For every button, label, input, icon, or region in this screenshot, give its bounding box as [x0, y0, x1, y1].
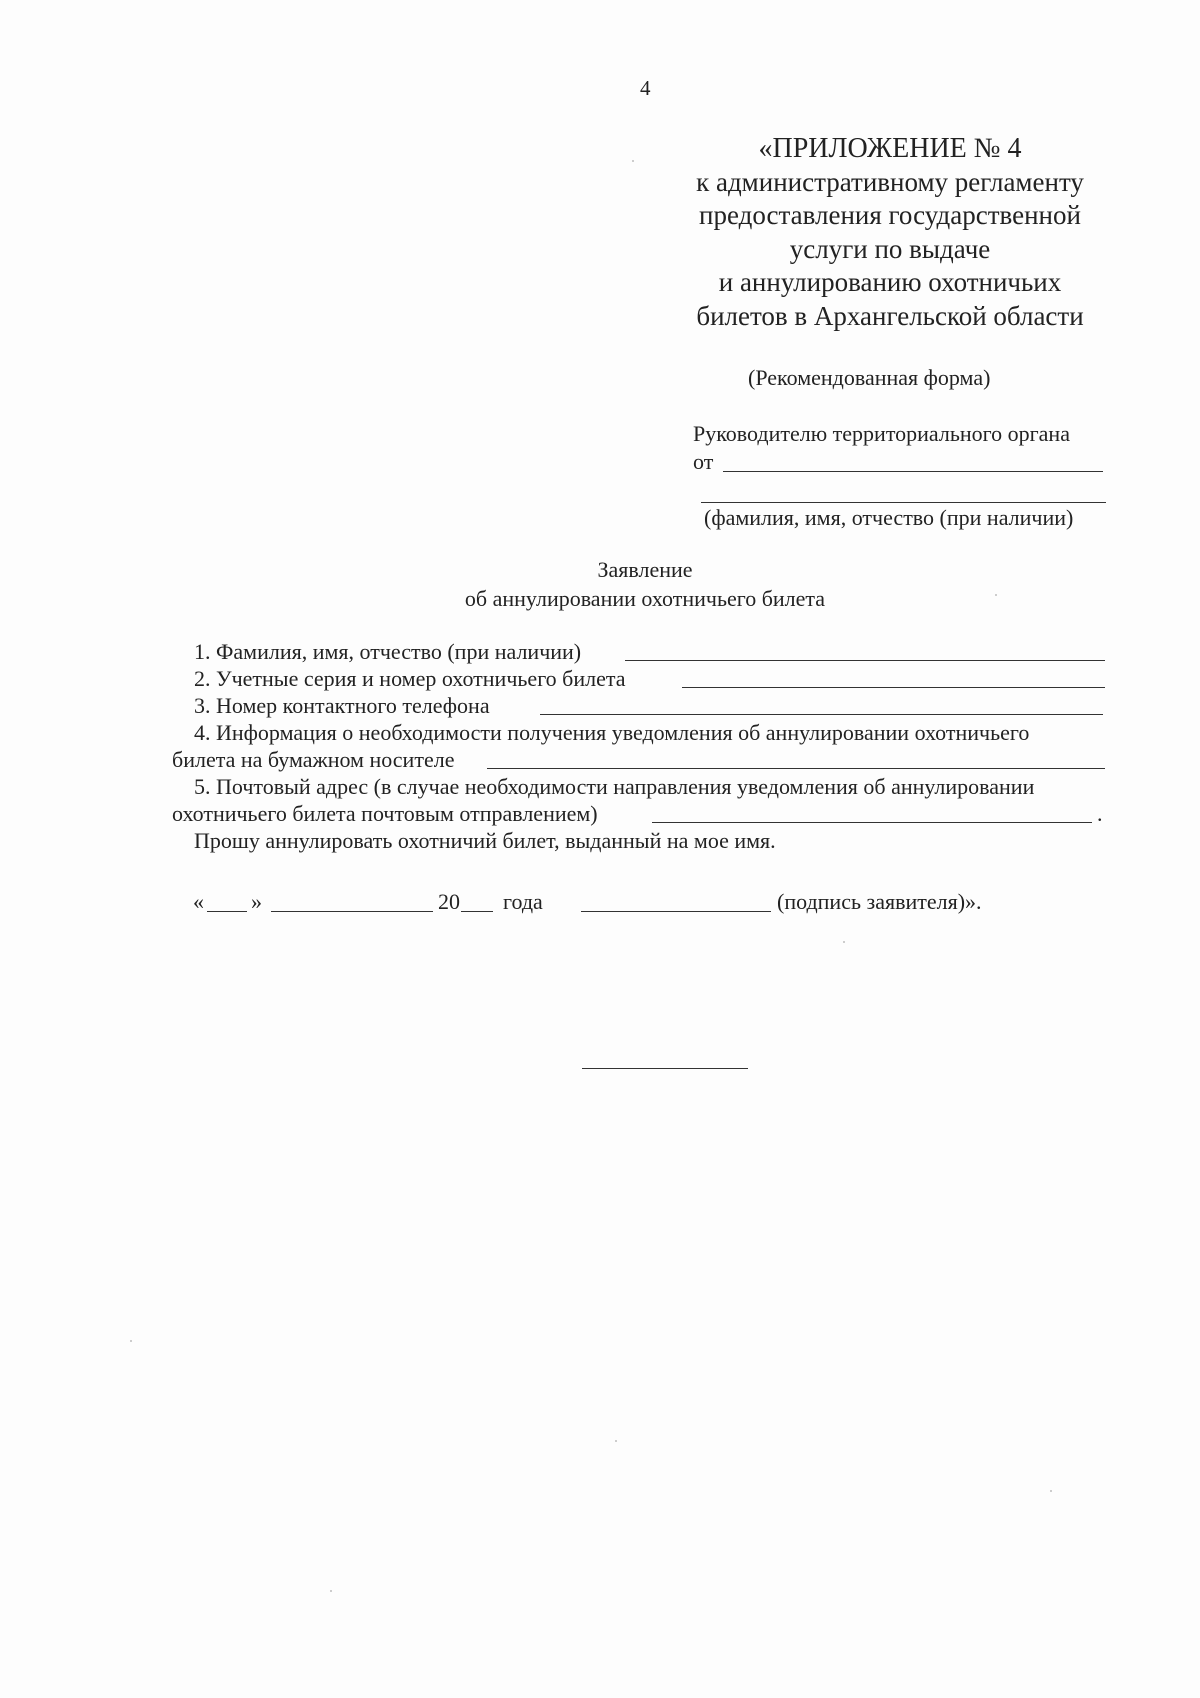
signature-caption: (подпись заявителя)». [777, 889, 982, 914]
year-fill-line [461, 911, 493, 912]
field-fill-line [540, 714, 1103, 715]
from-label: от [693, 449, 714, 474]
scan-speck [995, 594, 997, 596]
document-title: Заявление [597, 557, 693, 582]
appendix-line: билетов в Архангельской области [696, 300, 1084, 331]
from-fill-line [723, 471, 1103, 472]
end-rule [582, 1068, 748, 1069]
field-fill-line [682, 687, 1105, 688]
field-label: 4. Информация о необходимости получения уведомления об аннулировании охотничьего [194, 720, 1030, 745]
scan-speck [1050, 1490, 1052, 1492]
field-label: 5. Почтовый адрес (в случае необходимости направления уведомления об аннулировании [194, 774, 1035, 799]
appendix-line: предоставления государственной [699, 200, 1081, 230]
year-prefix: 20 [438, 889, 460, 914]
addressee-line: Руководителю территориального органа [693, 421, 1070, 446]
field-fill-line [625, 660, 1105, 661]
field-end-mark: . [1097, 801, 1103, 826]
close-quote: » [251, 889, 262, 914]
scan-speck [130, 1340, 132, 1342]
scan-speck [843, 941, 845, 943]
field-label: охотничьего билета почтовым отправлением) [172, 801, 598, 826]
document-subtitle: об аннулировании охотничьего билета [464, 586, 826, 611]
field-fill-line [652, 822, 1092, 823]
open-quote: « [193, 889, 204, 914]
month-fill-line [271, 911, 433, 912]
scan-speck [615, 1440, 617, 1442]
field-label: 3. Номер контактного телефона [194, 693, 490, 718]
day-fill-line [207, 911, 247, 912]
document-title-block [0, 555, 1200, 613]
request-text: Прошу аннулировать охотничий билет, выданный на мое имя. [194, 828, 776, 853]
recommended-form-note: (Рекомендованная форма) [748, 365, 991, 390]
field-label: 2. Учетные серия и номер охотничьего билета [194, 666, 626, 691]
appendix-line: услуги по выдаче [789, 233, 991, 264]
appendix-header [670, 132, 1110, 333]
year-word: года [503, 889, 543, 914]
appendix-title: «ПРИЛОЖЕНИЕ № 4 [758, 133, 1022, 164]
date-signature-row [193, 889, 982, 915]
page-number: 4 [640, 76, 651, 100]
field-fill-line [487, 768, 1105, 769]
fio-caption: (фамилия, имя, отчество (при наличии) [704, 505, 1074, 530]
field-label: билета на бумажном носителе [172, 747, 455, 772]
fio-fill-line [701, 502, 1106, 503]
scan-speck [632, 160, 634, 162]
appendix-line: и аннулированию охотничьих [718, 267, 1062, 297]
scan-speck [330, 1590, 332, 1592]
addressee-block [693, 420, 1070, 476]
signature-fill-line [581, 911, 771, 912]
field-label: 1. Фамилия, имя, отчество (при наличии) [194, 639, 582, 664]
appendix-line: к административному регламенту [696, 166, 1084, 197]
